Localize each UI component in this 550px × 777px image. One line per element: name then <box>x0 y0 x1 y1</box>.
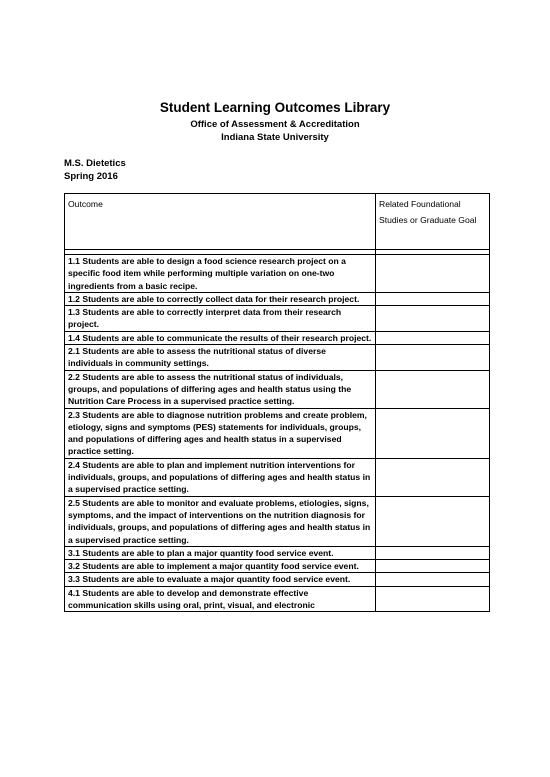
goal-cell <box>376 560 490 573</box>
university-name: Indiana State University <box>221 132 329 143</box>
goal-cell <box>376 408 490 458</box>
table-row <box>65 573 490 586</box>
goal-column-header: Related Foundational Studies or Graduate Goal <box>376 194 490 250</box>
outcome-cell: 1.1 Students are able to design a food science research project on a specific food item while performing multiple variation on one-two ingredients from a basic recipe. <box>65 255 376 293</box>
outcome-cell: 1.2 Students are able to correctly collect data for their research project. <box>65 292 376 305</box>
table-row <box>65 370 490 408</box>
table-row <box>65 586 490 612</box>
table-row <box>65 496 490 546</box>
document-title: Student Learning Outcomes Library <box>159 100 391 115</box>
outcome-cell: 3.2 Students are able to implement a major quantity food service event. <box>65 560 376 573</box>
goal-cell <box>376 458 490 496</box>
table-row <box>65 560 490 573</box>
program-name: M.S. Dietetics <box>64 158 126 169</box>
goal-cell <box>376 546 490 559</box>
outcome-cell: 2.3 Students are able to diagnose nutrition problems and create problem, etiology, signs and symptoms (PES) statements for individuals, groups, and populations of differing ages and health status in a supervised practice setting. <box>65 408 376 458</box>
goal-cell <box>376 345 490 371</box>
table-row <box>65 331 490 344</box>
table-row <box>65 458 490 496</box>
table-row <box>65 345 490 371</box>
goal-cell <box>376 306 490 332</box>
table-row <box>65 255 490 293</box>
table-row <box>65 292 490 305</box>
goal-cell <box>376 292 490 305</box>
table-header-row <box>65 194 490 250</box>
outcome-cell: 2.4 Students are able to plan and implement nutrition interventions for individuals, groups, and populations of differing ages and health status in a supervised practice setting. <box>65 458 376 496</box>
outcome-cell: 3.3 Students are able to evaluate a major quantity food service event. <box>65 573 376 586</box>
term: Spring 2016 <box>64 171 118 182</box>
goal-cell <box>376 370 490 408</box>
outcome-cell: 4.1 Students are able to develop and demonstrate effective communication skills using oral, print, visual, and electronic <box>65 586 376 612</box>
outcome-cell: 1.4 Students are able to communicate the results of their research project. <box>65 331 376 344</box>
outcome-cell: 2.2 Students are able to assess the nutritional status of individuals, groups, and populations of differing ages and health status using the Nutrition Care Process in a supervised practice setting. <box>65 370 376 408</box>
outcome-cell: 2.5 Students are able to monitor and evaluate problems, etiologies, signs, symptoms, and the impact of interventions on the nutrition diagnosis for individuals, groups, and populations of differing ages and health status in a supervised practice setting. <box>65 496 376 546</box>
outcome-cell: 3.1 Students are able to plan a major quantity food service event. <box>65 546 376 559</box>
table-row <box>65 306 490 332</box>
goal-cell <box>376 331 490 344</box>
outcome-column-header: Outcome <box>65 194 376 250</box>
goal-cell <box>376 255 490 293</box>
goal-cell <box>376 496 490 546</box>
goal-cell <box>376 586 490 612</box>
table-row <box>65 546 490 559</box>
goal-cell <box>376 573 490 586</box>
table-row <box>65 408 490 458</box>
outcome-cell: 1.3 Students are able to correctly interpret data from their research project. <box>65 306 376 332</box>
outcomes-table <box>64 193 490 612</box>
outcome-cell: 2.1 Students are able to assess the nutritional status of diverse individuals in community settings. <box>65 345 376 371</box>
office-name: Office of Assessment & Accreditation <box>190 119 360 130</box>
